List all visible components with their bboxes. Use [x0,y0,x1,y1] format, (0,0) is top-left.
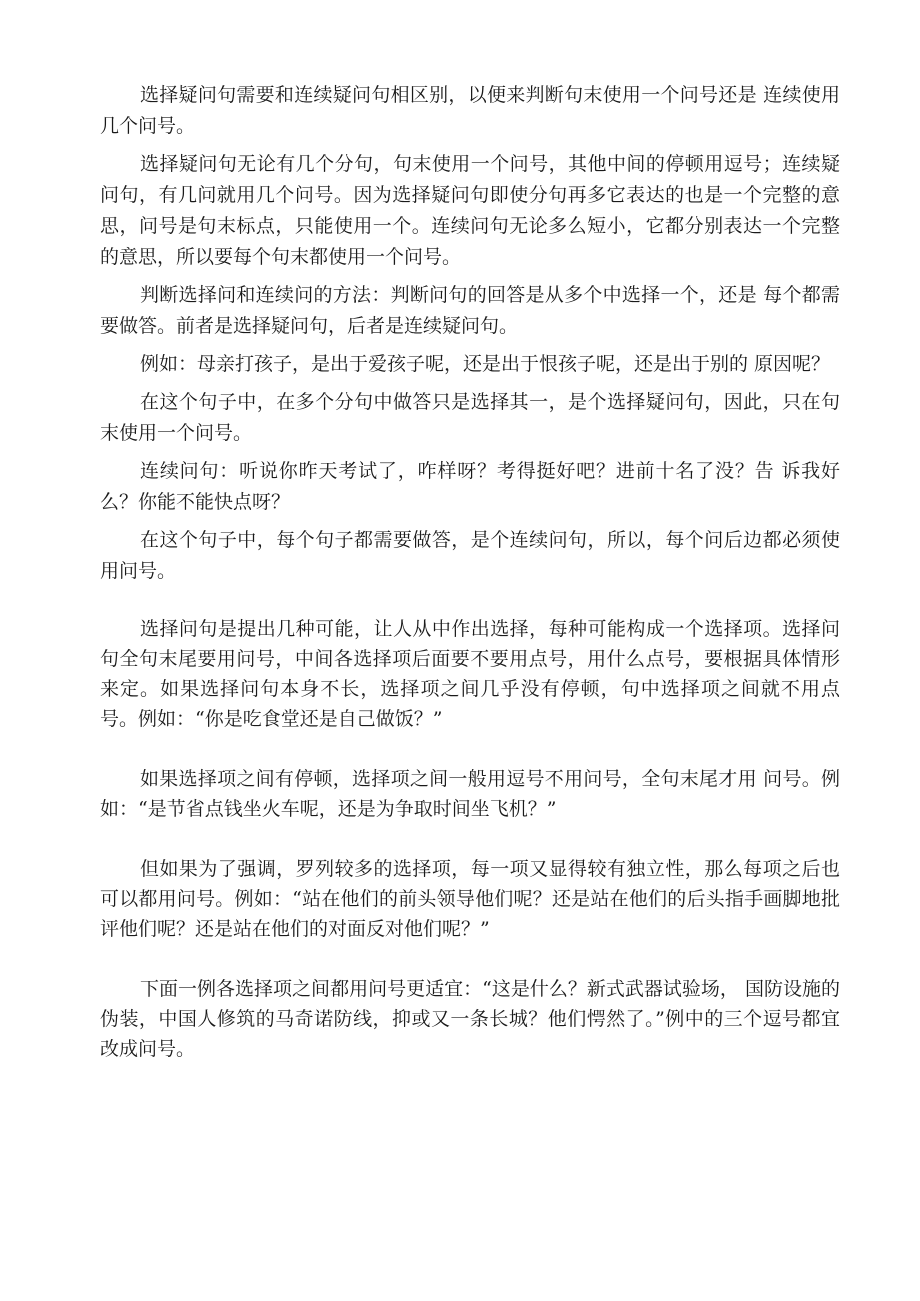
paragraph: 选择疑问句需要和连续疑问句相区别，以便来判断句末使用一个问号还是 连续使用几个问号。 [100,84,840,137]
paragraph: 选择疑问句无论有几个分句，句末使用一个问号，其他中间的停顿用逗号；连续疑问句，有几问就用几个问号。因为选择疑问句即使分句再多它表达的也是一个完整的意思，问号是句末标点，只能使用一个。连续问句无论多么短小，它都分别表达一个完整的意思，所以要每个句末都使用一个问号。 [100,153,840,268]
paragraph: 在这个句子中，每个句子都需要做答，是个连续问句，所以，每个问后边都必须使用问号。 [100,529,840,582]
section-question-types [100,80,840,594]
paragraph: 下面一例各选择项之间都用问号更适宜：“这是什么？新式武器试验场， 国防设施的伪装，中国人修筑的马奇诺防线，抑或又一条长城？他们愕然了。”例中的三个逗号都宜改成问号。 [100,978,840,1060]
paragraph: 例如：母亲打孩子，是出于爱孩子呢，还是出于恨孩子呢，还是出于别的 原因呢？ [140,353,831,375]
section-choice-questions [100,614,840,1094]
paragraph: 在这个句子中，在多个分句中做答只是选择其一，是个选择疑问句，因此，只在句末使用一个问号。 [100,391,840,444]
paragraph: 选择问句是提出几种可能，让人从中作出选择，每种可能构成一个选择项。选择问句全句末尾要用问号，中间各选择项后面要不要用点号，用什么点号，要根据具体情形来定。如果选择问句本身不长，选择项之间几乎没有停顿，句中选择项之间就不用点号。例如：“你是吃食堂还是自己做饭？” [100,618,840,730]
paragraph: 判断选择问和连续问的方法：判断问句的回答是从多个中选择一个，还是 每个都需要做答。前者是选择疑问句，后者是连续疑问句。 [100,284,840,337]
paragraph: 但如果为了强调，罗列较多的选择项，每一项又显得较有独立性，那么每项之后也可以都用问号。例如：“站在他们的前头领导他们呢？还是站在他们的后头指手画脚地批评他们呢？还是站在他们的对面反对他们呢？” [100,858,840,940]
paragraph: 连续问句：听说你昨天考试了，咋样呀？考得挺好吧？进前十名了没？告 诉我好么？你能不能快点呀？ [100,460,840,513]
paragraph: 如果选择项之间有停顿，选择项之间一般用逗号不用问号，全句末尾才用 问号。例如：“是节省点钱坐火车呢，还是为争取时间坐飞机？” [100,768,840,820]
